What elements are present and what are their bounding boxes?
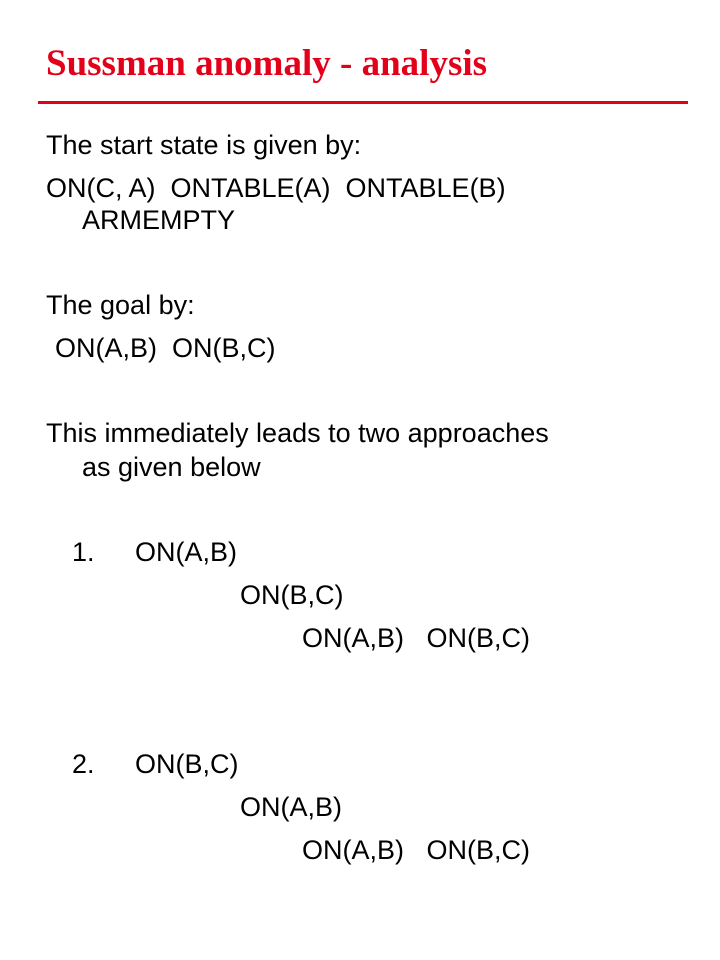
approach-2-second: ON(A,B): [240, 792, 343, 822]
approach-intro-line-1: This immediately leads to two approaches: [46, 418, 549, 448]
start-state-line-2: ARMEMPTY: [82, 205, 236, 235]
title-divider: [38, 101, 688, 104]
start-state-line-1: ON(C, A) ONTABLE(A) ONTABLE(B): [46, 173, 506, 203]
approach-intro-line-2: as given below: [82, 452, 261, 482]
slide-title: Sussman anomaly - analysis: [46, 43, 488, 84]
approach-2-first: ON(B,C): [135, 749, 239, 779]
approach-1-number: 1.: [72, 537, 95, 567]
approach-1-first: ON(A,B): [135, 537, 238, 567]
start-heading: The start state is given by:: [46, 130, 362, 160]
approach-2-third: ON(A,B) ON(B,C): [302, 835, 530, 865]
goal-line: ON(A,B) ON(B,C): [55, 333, 276, 363]
approach-1-second: ON(B,C): [240, 580, 344, 610]
approach-2-number: 2.: [72, 749, 95, 779]
goal-heading: The goal by:: [46, 290, 195, 320]
approach-1-third: ON(A,B) ON(B,C): [302, 623, 530, 653]
